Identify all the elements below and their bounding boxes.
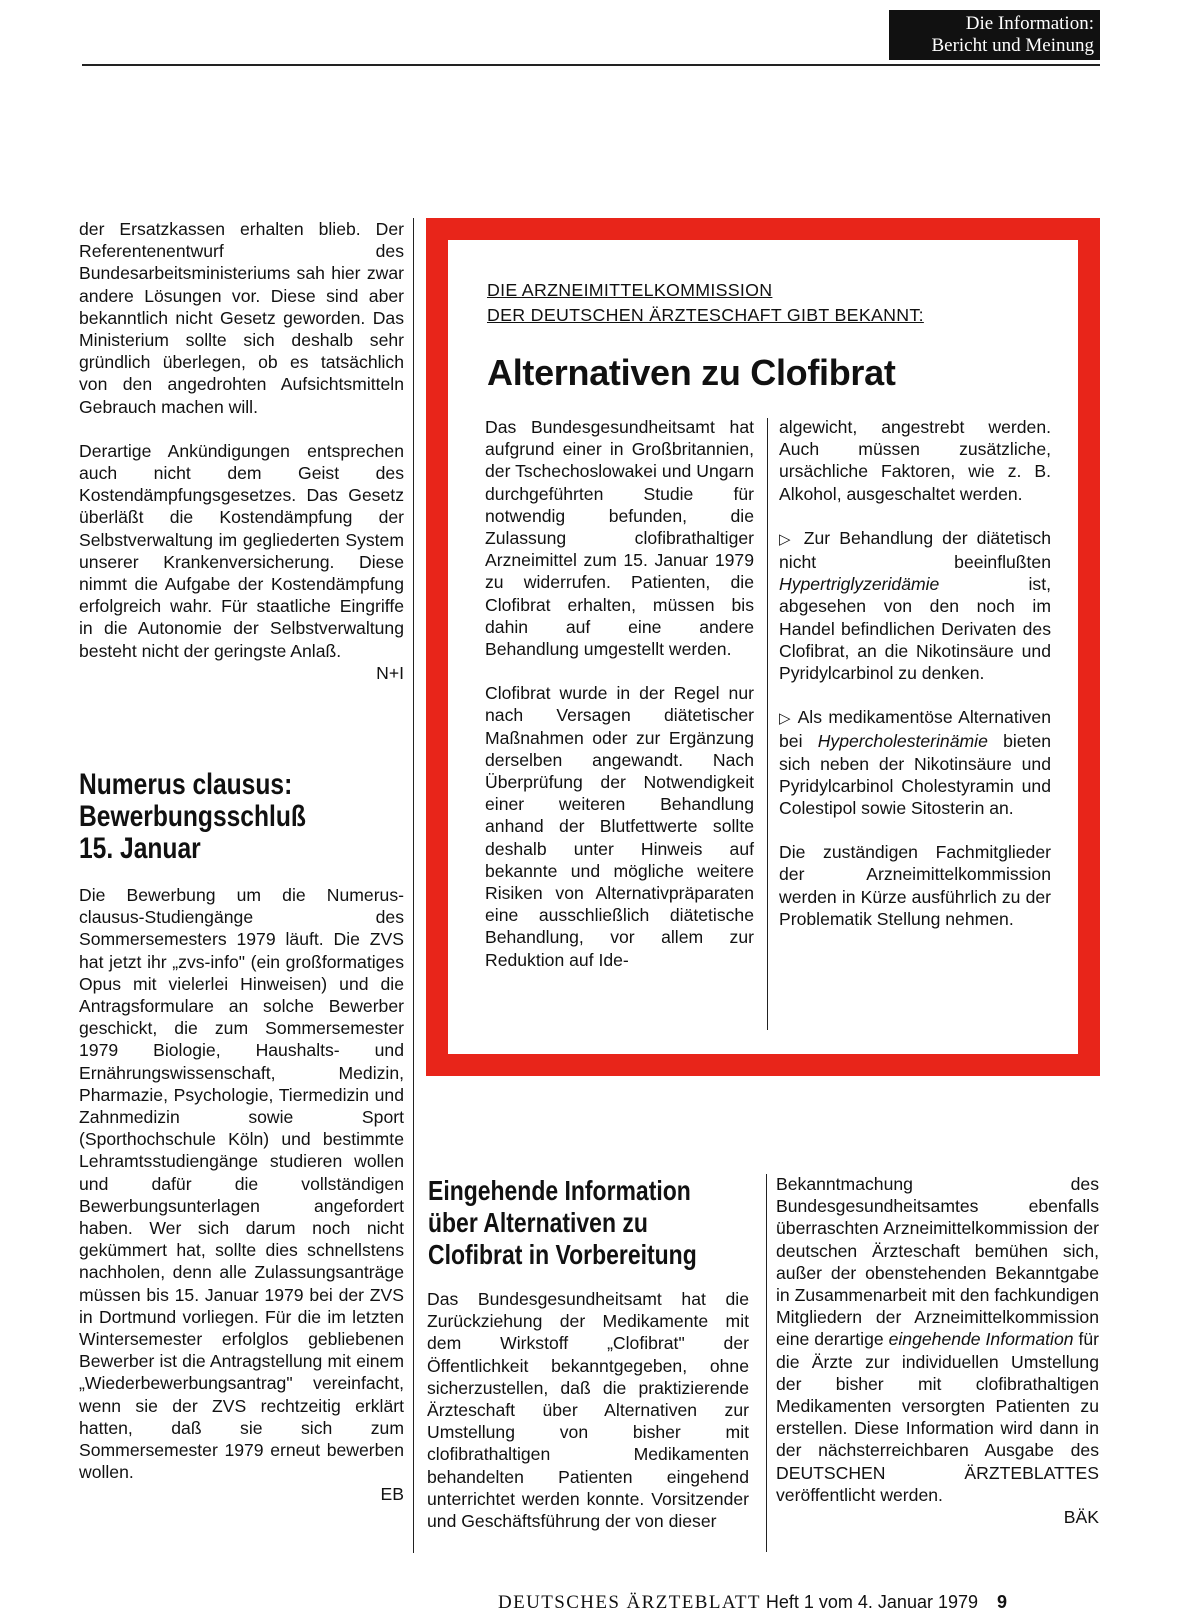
- section-label-line2: Bericht und Meinung: [931, 35, 1094, 56]
- left-paragraph-2: [79, 440, 404, 684]
- announcement-column-2: [779, 416, 1051, 952]
- left-paragraph-1: der Ersatzkassen erhalten blieb. Der Referentenentwurf des Bundesarbeitsministeriums sah hier zwar andere Lösungen vor. Diese sind aber bekanntlich nicht Gesetz geworden. Das Ministerium sollte sich deshalb sehr gründlich überlegen, ob es tatsächlich von den angedrohten Aufsichtsmitteln Gebrauch machen will.: [79, 219, 404, 417]
- announcement-paragraph-4-em: Hypertriglyzeridämie: [779, 574, 940, 595]
- numerus-headline: [79, 769, 306, 865]
- bottom-divider: [766, 1174, 767, 1552]
- bottom-headline-line2: über Alternativen zu: [428, 1207, 648, 1238]
- section-label: [889, 10, 1100, 60]
- bottom-headline-line3: Clofibrat in Vorbereitung: [428, 1239, 697, 1270]
- announcement-title: Alternativen zu Clofibrat: [487, 352, 896, 393]
- page-footer: [498, 1592, 1007, 1614]
- left-column-bottom: [79, 884, 404, 1528]
- bottom-column-1: [427, 1288, 749, 1554]
- announcement-kicker-line2: DER DEUTSCHEN ÄRZTESCHAFT GIBT BEKANNT:: [487, 305, 924, 325]
- numerus-headline-line1: Numerus clausus:: [79, 768, 293, 801]
- announcement-paragraph-5-em: Hypercholesterinämie: [817, 731, 988, 752]
- issue-info: Heft 1 vom 4. Januar 1979: [765, 1592, 978, 1612]
- column-divider: [413, 218, 414, 1553]
- announcement-paragraph-3: algewicht, angestrebt werden. Auch müssen zusätzliche, ursächliche Faktoren, wie z. B. Alkohol, ausgeschaltet werden.: [779, 417, 1051, 504]
- announcement-paragraph-5: [779, 706, 1051, 819]
- numerus-headline-line3: 15. Januar: [79, 832, 201, 865]
- author-initials: BÄK: [1063, 1507, 1099, 1528]
- author-initials: N+I: [376, 662, 404, 683]
- announcement-paragraph-4: [779, 527, 1051, 684]
- bottom-paragraph-2: [776, 1173, 1099, 1528]
- bottom-paragraph-2-a: Bekanntmachung des Bundesgesundheitsamtes ebenfalls überraschten Arzneimittelkommission der deutschen Ärzteschaft bemühen sich, außer der obenstehenden Bekanntgabe in Zusammenarbeit mit den fachkundigen Mitgliedern der Arzneimittelkommission eine derartige: [776, 1174, 1099, 1350]
- bottom-headline: [428, 1175, 697, 1271]
- announcement-column-1: [485, 416, 754, 993]
- bottom-paragraph-2-b: für die Ärzte zur individuellen Umstellung der bisher mit clofibrathaltigen Medikamenten versorgten Patienten zu erstellen. Diese Information wird dann in der nächsterreichbaren Ausgabe des DEUTSCHEN ÄRZTEBLATTES veröffentlicht werden.: [776, 1329, 1100, 1505]
- bottom-column-2: [776, 1173, 1099, 1550]
- publication-name: DEUTSCHES ÄRZTEBLATT: [498, 1592, 761, 1613]
- announcement-paragraph-5-a: Als medikamentöse Alternativen bei: [779, 707, 1051, 752]
- announcement-paragraph-1: Das Bundesgesundheitsamt hat aufgrund einer in Großbritannien, der Tschechoslowakei und Ungarn durchgeführten Studie für notwendig befunden, die Zulassung clofibrathaltiger Arzneimittel zum 15. Januar 1979 zu widerrufen. Patienten, die Clofibrat erhalten, müssen bis dahin auf eine andere Behandlung umgestellt werden.: [485, 417, 754, 660]
- bottom-paragraph-1: Das Bundesgesundheitsamt hat die Zurückziehung der Medikamente mit dem Wirkstoff „Clofibrat" der Öffentlichkeit bekanntgegeben, ohne sicherzustellen, daß die praktizierende Ärzteschaft über Alternativen zur Umstellung von bisher mit clofibrathaltigen Medikamenten behandelten Patienten eingehend unterrichtet werden konnte. Vorsitzender und Geschäftsführung der von dieser: [427, 1289, 749, 1532]
- announcement-paragraph-4-b: ist, abgesehen von den noch im Handel befindlichen Derivaten des Clofibrat, an die Nikotinsäure und Pyridylcarbinol zu denken.: [779, 574, 1051, 684]
- page-number: 9: [997, 1592, 1008, 1612]
- left-column-top: [79, 218, 404, 706]
- left-paragraph-2-text: Derartige Ankündigungen entsprechen auch nicht dem Geist des Kostendämpfungsgesetzes. Das Gesetz überläßt die Kostendämpfung der Selbstverwaltung im gegliederten System unserer Krankenversicherung. Diese nimmt die Aufgabe der Kostendämpfung erfolgreich wahr. Für staatliche Eingriffe in die Autonomie der Selbstverwaltung besteht nicht der geringste Anlaß.: [79, 440, 404, 661]
- triangle-bullet-icon: ▷: [779, 710, 793, 728]
- bottom-paragraph-2-em: eingehende Information: [888, 1329, 1074, 1350]
- bottom-headline-line1: Eingehende Information: [428, 1175, 691, 1206]
- numerus-paragraph: [79, 884, 404, 1506]
- announcement-kicker-line1: DIE ARZNEIMITTELKOMMISSION: [487, 280, 773, 300]
- section-label-line1: Die Information:: [965, 13, 1094, 34]
- announcement-paragraph-6: Die zuständigen Fachmitglieder der Arzneimittelkommission werden in Kürze ausführlich zu der Problematik Stellung nehmen.: [779, 842, 1051, 929]
- announcement-paragraph-2: Clofibrat wurde in der Regel nur nach Versagen diätetischer Maßnahmen oder zur Ergänzung derselben angewandt. Nach Überprüfung der Notwendigkeit einer weiteren Behandlung anhand der Blutfettwerte sollte deshalb unter Hinweis auf bekannte und mögliche weitere Risiken von Alternativpräparaten eine ausschließlich diätetische Behandlung, vor allem zur Reduktion auf Ide-: [485, 683, 754, 970]
- numerus-headline-line2: Bewerbungsschluß: [79, 800, 306, 833]
- numerus-paragraph-text: Die Bewerbung um die Numerus-clausus-Studiengänge des Sommersemesters 1979 läuft. Die ZVS hat jetzt ihr „zvs-info" (ein großformatiges Opus mit vielerlei Hinweisen) und die Antragsformulare an solche Bewerber geschickt, die zum Sommersemester 1979 Biologie, Haushalts- und Ernährungswissenschaft, Medizin, Pharmazie, Psychologie, Tiermedizin und Zahnmedizin sowie Sport (Sporthochschule Köln) und bestimmte Lehramtsstudiengänge studieren wollen und dafür die vollständigen Bewerbungsunterlagen angefordert haben. Wer sich darum noch nicht gekümmert hat, sollte dies schnellstens nachholen, denn alle Zulassungsanträge müssen bis 15. Januar 1979 bei der ZVS in Dortmund vorliegen. Für die im letzten Wintersemester erfolglos gebliebenen Bewerber ist die Antragstellung mit einem „Wiederbewerbungsantrag" vereinfacht, wenn sie der ZVS rechtzeitig erklärt hatten, daß sie sich zum Sommersemester 1979 erneut bewerben wollen.: [79, 885, 404, 1483]
- announcement-paragraph-5-b: bieten sich neben der Nikotinsäure und Pyridylcarbinol Cholestyramin und Colestipol sowie Sitosterin an.: [779, 731, 1052, 819]
- announcement-paragraph-4-a: Zur Behandlung der diätetisch nicht beeinflußten: [779, 527, 1051, 573]
- announcement-kicker: [487, 278, 924, 328]
- header-rule: [82, 64, 1100, 66]
- author-initials: EB: [380, 1484, 404, 1505]
- announcement-divider: [767, 418, 768, 1030]
- triangle-bullet-icon: ▷: [779, 530, 795, 548]
